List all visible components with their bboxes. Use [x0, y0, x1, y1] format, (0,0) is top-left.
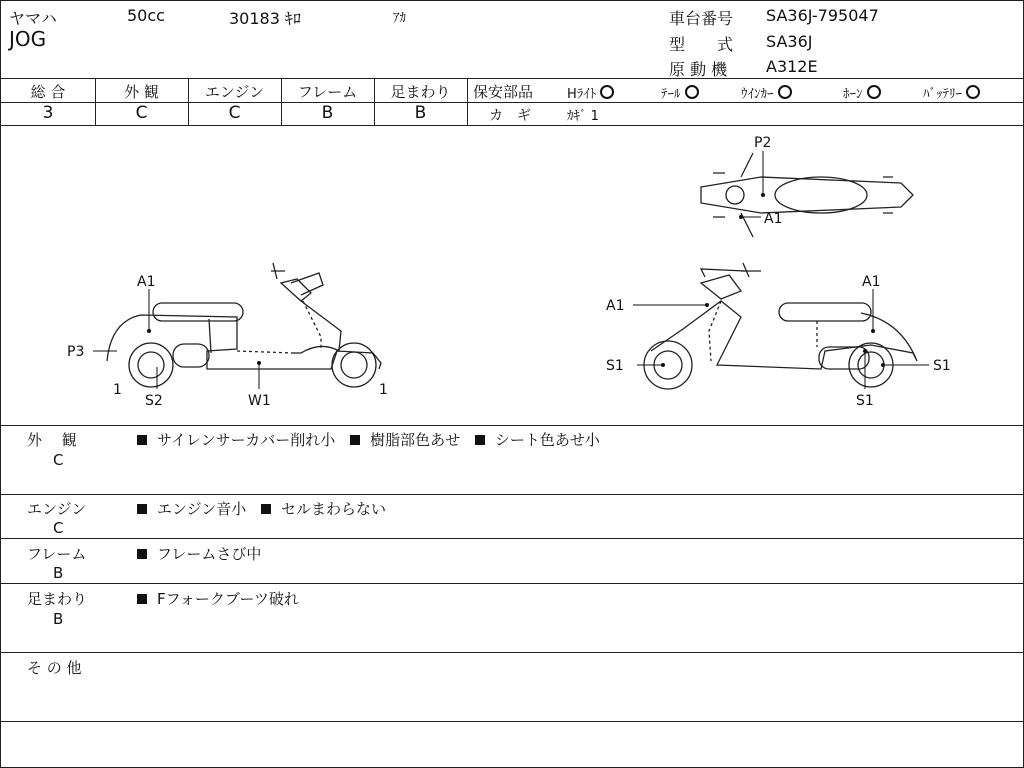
- remark-engine-items: エンジン音小 セルまわらない: [137, 498, 396, 519]
- bullet-icon: [261, 504, 271, 514]
- bullet-icon: [475, 435, 485, 445]
- remark-engine-grade: C: [53, 519, 64, 537]
- bullet-icon: [350, 435, 360, 445]
- bullet-icon: [137, 504, 147, 514]
- bullet-icon: [137, 549, 147, 559]
- scooter-top-view: [701, 153, 913, 237]
- safety-item-winker: ｳｲﾝｶｰ: [741, 83, 792, 102]
- bullet-icon: [137, 435, 147, 445]
- damage-leader-lines: [93, 151, 929, 389]
- label-left-1a: 1: [113, 382, 122, 398]
- safety-item-battery: ﾊﾞｯﾃﾘｰ: [923, 83, 980, 102]
- label-top-a1: A1: [764, 211, 783, 227]
- grade-overall-value: 3: [42, 103, 54, 123]
- bullet-icon: [137, 594, 147, 604]
- remark-suspension-items: Fフォークブーツ破れ: [137, 588, 309, 609]
- grade-frame-value: B: [321, 103, 334, 123]
- grade-suspension-value: B: [414, 103, 427, 123]
- label-right-s1-right: S1: [933, 358, 951, 374]
- remark-exterior-items: サイレンサーカバー削れ小 樹脂部色あせ シート色あせ小: [137, 429, 610, 450]
- remark-suspension-label: 足まわり: [27, 590, 88, 608]
- engine-no: A312E: [766, 57, 818, 76]
- remark-frame-grade: B: [53, 564, 64, 582]
- safety-item-tail: ﾃｰﾙ: [661, 83, 699, 102]
- label-right-a1-left: A1: [606, 298, 625, 314]
- label-left-1b: 1: [379, 382, 388, 398]
- label-right-s1-bottom: S1: [856, 393, 874, 409]
- model-code: SA36J: [766, 32, 813, 51]
- frame-no: SA36J-795047: [766, 6, 879, 25]
- label-left-p3: P3: [67, 344, 85, 360]
- model-name: JOG: [9, 27, 47, 51]
- grade-frame-label: フレーム: [297, 83, 358, 101]
- label-left-s2: S2: [145, 393, 163, 409]
- label-right-s1-left: S1: [606, 358, 624, 374]
- grade-suspension-label: 足まわり: [390, 83, 451, 101]
- label-left-w1: W1: [248, 393, 271, 409]
- maker: ヤマハ: [9, 9, 57, 28]
- grade-engine-value: C: [228, 103, 241, 123]
- model-code-label: 型 式: [669, 35, 734, 54]
- grade-overall-label: 総 合: [30, 83, 66, 101]
- grade-engine-label: エンジン: [204, 83, 265, 101]
- engine-label: 原 動 機: [669, 60, 728, 79]
- safety-item-horn: ﾎｰﾝ: [843, 83, 881, 102]
- safety-item-headlight: Hﾗｲﾄ: [567, 83, 614, 102]
- remark-exterior-label: 外 観: [27, 431, 77, 449]
- remark-frame-label: フレーム: [27, 545, 87, 563]
- key-label: カ ギ: [489, 108, 531, 124]
- color: ｱｶ: [393, 11, 406, 26]
- remark-frame-items: フレームさび中: [137, 543, 271, 564]
- remark-exterior-grade: C: [53, 451, 64, 469]
- mileage: 30183 ｷﾛ: [229, 9, 301, 28]
- label-left-a1: A1: [137, 274, 156, 290]
- damage-diagram: [1, 1, 1023, 425]
- remark-suspension-grade: B: [53, 610, 64, 628]
- safety-label: 保安部品: [473, 83, 534, 101]
- label-right-a1-right: A1: [862, 274, 881, 290]
- key-value: ｶｷﾞ 1: [567, 109, 599, 124]
- remark-engine-label: エンジン: [27, 500, 87, 518]
- displacement: 50cc: [127, 6, 165, 25]
- label-top-p2: P2: [754, 135, 772, 151]
- grade-exterior-value: C: [135, 103, 148, 123]
- frame-no-label: 車台番号: [669, 9, 734, 28]
- grade-exterior-label: 外 観: [124, 83, 159, 101]
- remark-other-label: そ の 他: [27, 659, 82, 677]
